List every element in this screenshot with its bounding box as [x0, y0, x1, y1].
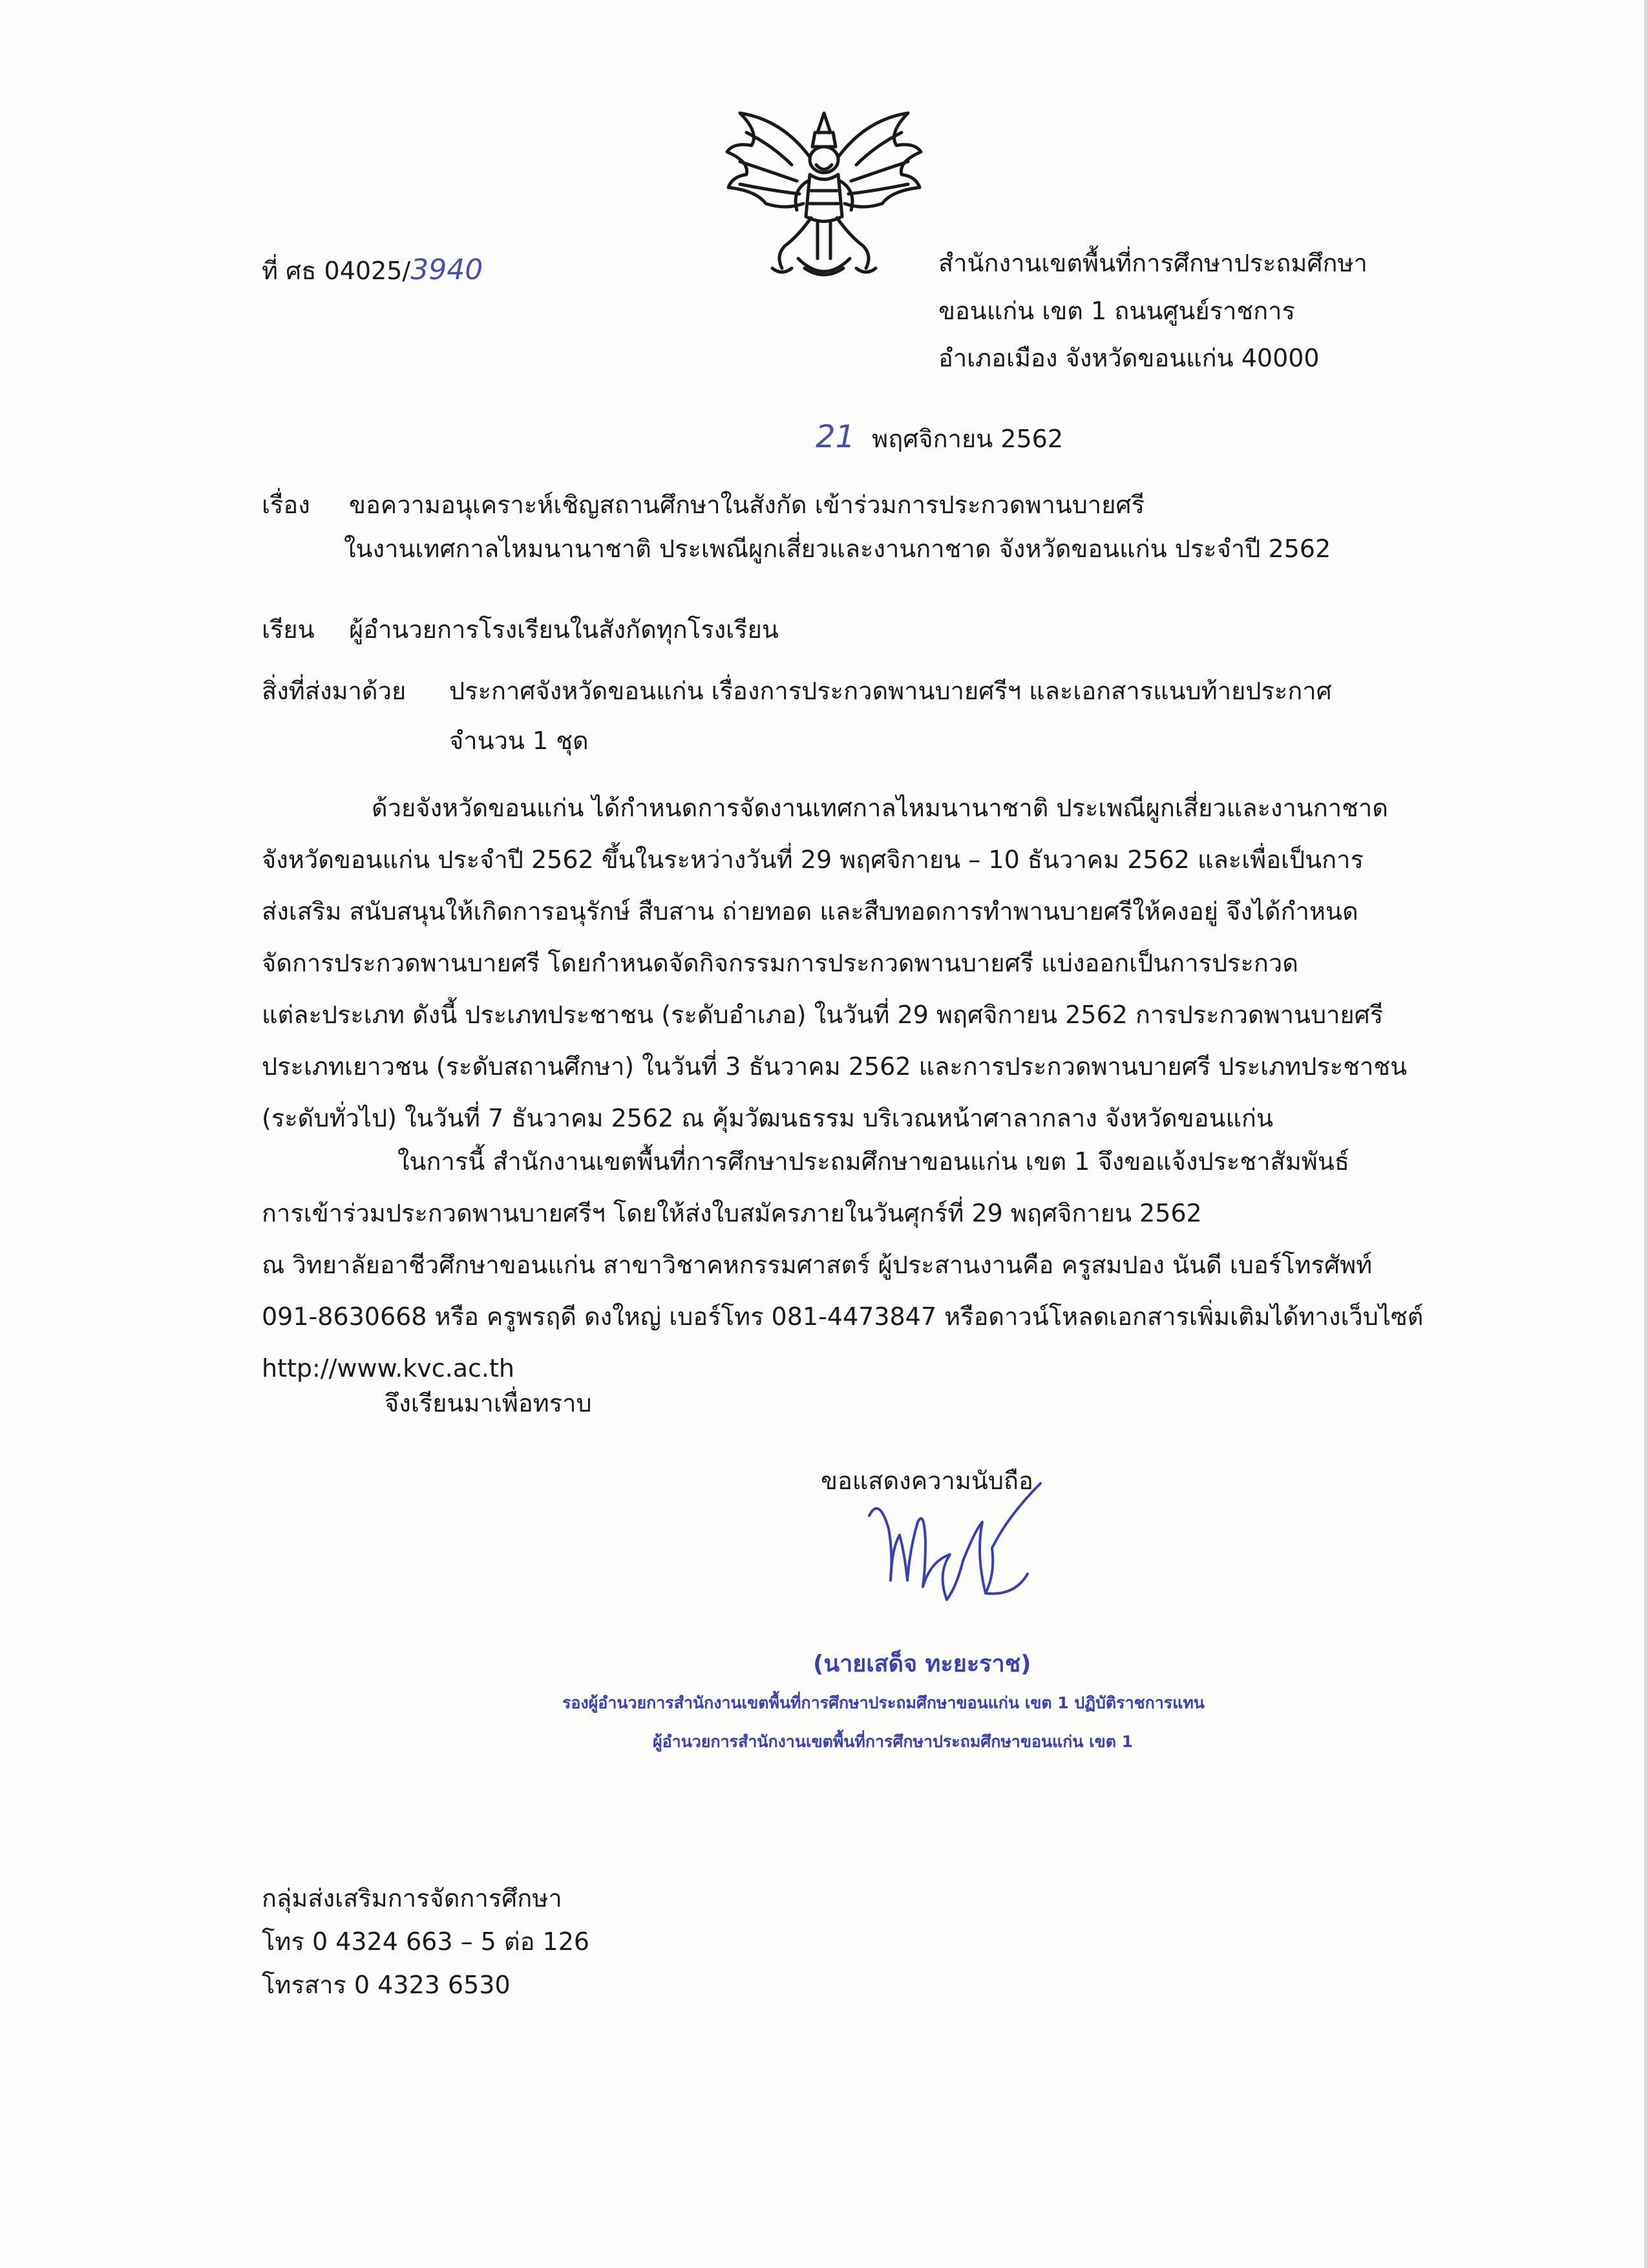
- paragraph-1-line-6: ประเภทเยาวชน (ระดับสถานศึกษา) ในวันที่ 3 ธันวาคม 2562 และการประกวดพานบายศรี ประเภทประชาชน: [262, 1052, 1408, 1081]
- reference-prefix: ที่ ศธ 04025/: [262, 257, 411, 285]
- body-paragraph-2: [262, 1136, 1444, 1394]
- recipient-label: เรียน: [262, 615, 315, 644]
- signer-name: (นายเสด็จ ทะยะราช): [813, 1651, 1031, 1677]
- body-paragraph-1: [262, 782, 1444, 1144]
- closing-text: จึงเรียนมาเพื่อทราบ: [385, 1389, 592, 1417]
- enclosure-line-2: จำนวน 1 ชุด: [449, 726, 589, 755]
- date-month-year: พฤศจิกายน 2562: [872, 425, 1063, 453]
- enclosure-label: สิ่งที่ส่งมาด้วย: [262, 677, 407, 705]
- paragraph-2-line-3: ณ วิทยาลัยอาชีวศึกษาขอนแก่น สาขาวิชาคหกรรมศาสตร์ ผู้ประสานงานคือ ครูสมปอง นันดี เบอร์โทรศัพท์: [262, 1251, 1373, 1279]
- office-address-line-1: สำนักงานเขตพื้นที่การศึกษาประถมศึกษา: [938, 249, 1368, 277]
- office-address-line-2: ขอนแก่น เขต 1 ถนนศูนย์ราชการ: [938, 297, 1295, 325]
- enclosure-line-1: ประกาศจังหวัดขอนแก่น เรื่องการประกวดพานบายศรีฯ และเอกสารแนบท้ายประกาศ: [449, 677, 1332, 705]
- office-address-line-3: อำเภอเมือง จังหวัดขอนแก่น 40000: [938, 344, 1320, 372]
- footer-department: กลุ่มส่งเสริมการจัดการศึกษา: [262, 1884, 562, 1913]
- signer-title-line-1: รองผู้อำนวยการสำนักงานเขตพื้นที่การศึกษาประถมศึกษาขอนแก่น เขต 1 ปฏิบัติราชการแทน: [562, 1693, 1205, 1712]
- date-day-handwritten: 21: [816, 419, 856, 455]
- paragraph-1-line-2: จังหวัดขอนแก่น ประจำปี 2562 ขึ้นในระหว่างวันที่ 29 พฤศจิกายน – 10 ธันวาคม 2562 และเพื่อเป็นการ: [262, 845, 1364, 874]
- paragraph-2-line-4: 091-8630668 หรือ ครูพรฤดี ดงใหญ่ เบอร์โทร 081-4473847 หรือดาวน์โหลดเอกสารเพิ่มเติมได้ทางเว็บไซต์: [262, 1302, 1424, 1331]
- paragraph-1-line-5: แต่ละประเภท ดังนี้ ประเภทประชาชน (ระดับอำเภอ) ในวันที่ 29 พฤศจิกายน 2562 การประกวดพานบายศรี: [262, 1001, 1384, 1029]
- paragraph-1-line-3: ส่งเสริม สนับสนุนให้เกิดการอนุรักษ์ สืบสาน ถ่ายทอด และสืบทอดการทำพานบายศรีให้คงอยู่ จึงได้กำหนด: [262, 897, 1358, 926]
- paragraph-2-line-1: ในการนี้ สำนักงานเขตพื้นที่การศึกษาประถมศึกษาขอนแก่น เขต 1 จึงขอแจ้งประชาสัมพันธ์: [397, 1147, 1350, 1176]
- scan-edge: [1644, 0, 1648, 2268]
- recipient-text: ผู้อำนวยการโรงเรียนในสังกัดทุกโรงเรียน: [349, 615, 779, 644]
- garuda-emblem-icon: [721, 107, 927, 291]
- handwritten-signature: [853, 1457, 1060, 1619]
- subject-label: เรื่อง: [262, 491, 310, 519]
- document-date: [816, 419, 1063, 455]
- subject-line-2: ในงานเทศกาลไหมนานาชาติ ประเพณีผูกเสี่ยวและงานกาชาด จังหวัดขอนแก่น ประจำปี 2562: [344, 535, 1331, 563]
- reference-number: [262, 253, 483, 286]
- paragraph-1-line-7: (ระดับทั่วไป) ในวันที่ 7 ธันวาคม 2562 ณ คุ้มวัฒนธรรม บริเวณหน้าศาลากลาง จังหวัดขอนแก่น: [262, 1104, 1273, 1132]
- footer-phone: โทร 0 4324 663 – 5 ต่อ 126: [262, 1927, 590, 1956]
- regards-text: ขอแสดงความนับถือ: [821, 1467, 1033, 1495]
- paragraph-1-line-4: จัดการประกวดพานบายศรี โดยกำหนดจัดกิจกรรมการประกวดพานบายศรี แบ่งออกเป็นการประกวด: [262, 949, 1298, 977]
- paragraph-2-line-5: http://www.kvc.ac.th: [262, 1354, 514, 1383]
- reference-handwritten-number: 3940: [410, 253, 483, 286]
- footer-fax: โทรสาร 0 4323 6530: [262, 1971, 511, 1999]
- signer-title-line-2: ผู้อำนวยการสำนักงานเขตพื้นที่การศึกษาประถมศึกษาขอนแก่น เขต 1: [653, 1732, 1134, 1751]
- subject-line-1: ขอความอนุเคราะห์เชิญสถานศึกษาในสังกัด เข้าร่วมการประกวดพานบายศรี: [349, 491, 1145, 519]
- paragraph-2-line-2: การเข้าร่วมประกวดพานบายศรีฯ โดยให้ส่งใบสมัครภายในวันศุกร์ที่ 29 พฤศจิกายน 2562: [262, 1199, 1202, 1227]
- paragraph-1-line-1: ด้วยจังหวัดขอนแก่น ได้กำหนดการจัดงานเทศกาลไหมนานาชาติ ประเพณีผูกเสี่ยวและงานกาชาด: [372, 794, 1388, 822]
